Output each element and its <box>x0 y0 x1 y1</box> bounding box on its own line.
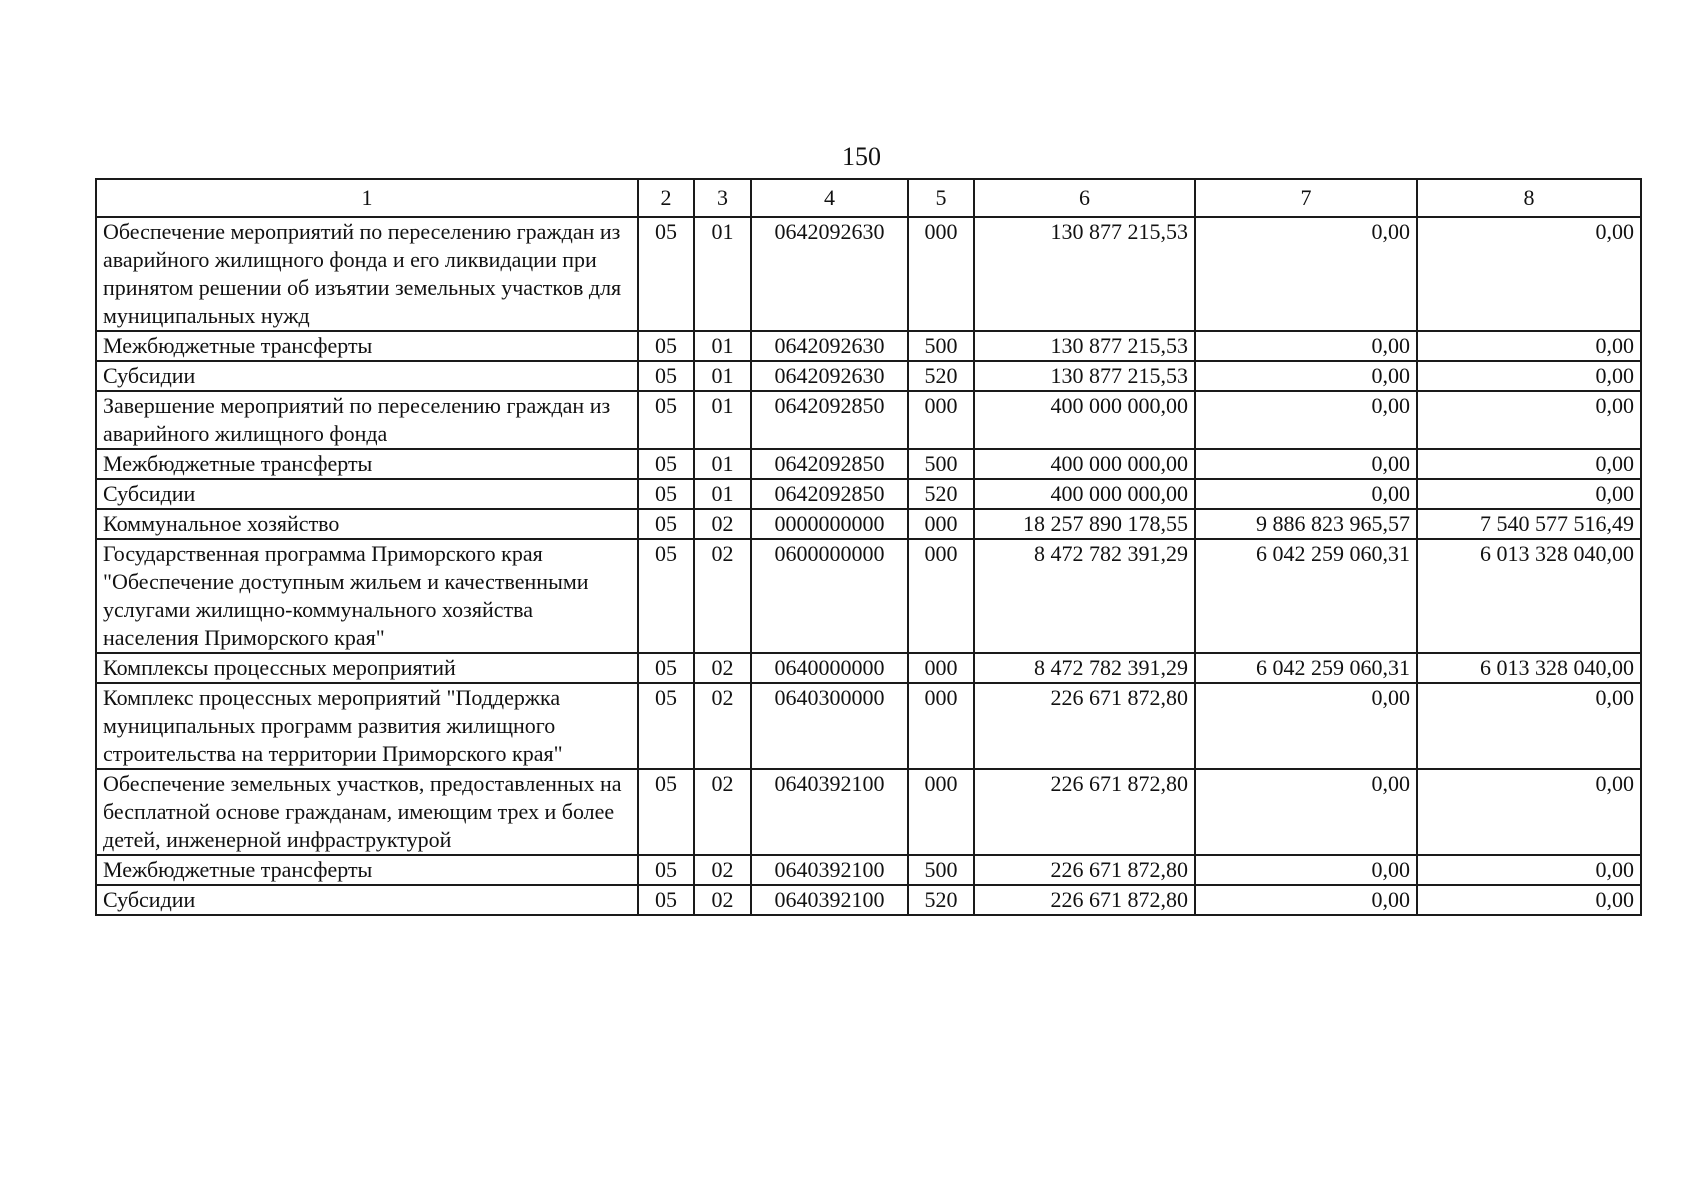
amount-col7-cell: 0,00 <box>1195 331 1417 361</box>
target-article-cell: 0640392100 <box>751 769 908 855</box>
table-row <box>96 391 1641 449</box>
amount-col8-cell: 0,00 <box>1417 855 1641 885</box>
subsection-code-cell: 02 <box>694 539 751 653</box>
amount-col7-cell: 0,00 <box>1195 391 1417 449</box>
amount-col8-cell: 0,00 <box>1417 449 1641 479</box>
target-article-cell: 0640392100 <box>751 885 908 915</box>
expense-type-cell: 500 <box>908 449 974 479</box>
expense-type-cell: 520 <box>908 361 974 391</box>
amount-col6-cell: 226 671 872,80 <box>974 769 1195 855</box>
amount-col7-cell: 6 042 259 060,31 <box>1195 539 1417 653</box>
subsection-code-cell: 02 <box>694 885 751 915</box>
amount-col7-cell: 0,00 <box>1195 479 1417 509</box>
amount-col7-cell: 0,00 <box>1195 361 1417 391</box>
page-number: 150 <box>842 142 881 171</box>
row-name-cell: Комплексы процессных мероприятий <box>96 653 638 683</box>
amount-col7-cell: 0,00 <box>1195 449 1417 479</box>
target-article-cell: 0642092850 <box>751 449 908 479</box>
row-name-cell: Межбюджетные трансферты <box>96 331 638 361</box>
table-row <box>96 539 1641 653</box>
target-article-cell: 0642092630 <box>751 331 908 361</box>
row-name-cell: Субсидии <box>96 361 638 391</box>
amount-col6-cell: 400 000 000,00 <box>974 391 1195 449</box>
amount-col6-cell: 226 671 872,80 <box>974 855 1195 885</box>
section-code-cell: 05 <box>638 885 694 915</box>
amount-col7-cell: 9 886 823 965,57 <box>1195 509 1417 539</box>
expense-type-cell: 520 <box>908 479 974 509</box>
row-name-cell: Межбюджетные трансферты <box>96 449 638 479</box>
row-name-cell: Субсидии <box>96 479 638 509</box>
subsection-code-cell: 02 <box>694 683 751 769</box>
amount-col7-cell: 6 042 259 060,31 <box>1195 653 1417 683</box>
expense-type-cell: 000 <box>908 769 974 855</box>
amount-col7-cell: 0,00 <box>1195 885 1417 915</box>
amount-col8-cell: 0,00 <box>1417 361 1641 391</box>
row-name-cell: Комплекс процессных мероприятий "Поддержка муниципальных программ развития жилищного строительства на территории Приморского края" <box>96 683 638 769</box>
amount-col7-cell: 0,00 <box>1195 769 1417 855</box>
amount-col6-cell: 8 472 782 391,29 <box>974 653 1195 683</box>
amount-col7-cell: 0,00 <box>1195 683 1417 769</box>
amount-col6-cell: 400 000 000,00 <box>974 479 1195 509</box>
table-row <box>96 683 1641 769</box>
amount-col7-cell: 0,00 <box>1195 217 1417 331</box>
section-code-cell: 05 <box>638 217 694 331</box>
expense-type-cell: 000 <box>908 509 974 539</box>
expense-type-cell: 500 <box>908 331 974 361</box>
row-name-cell: Обеспечение мероприятий по переселению граждан из аварийного жилищного фонда и его ликвидации при принятом решении об изъятии земельных участков для муниципальных нужд <box>96 217 638 331</box>
amount-col8-cell: 7 540 577 516,49 <box>1417 509 1641 539</box>
column-header: 5 <box>908 179 974 217</box>
amount-col6-cell: 18 257 890 178,55 <box>974 509 1195 539</box>
table-row <box>96 855 1641 885</box>
subsection-code-cell: 02 <box>694 509 751 539</box>
amount-col8-cell: 0,00 <box>1417 479 1641 509</box>
column-header: 3 <box>694 179 751 217</box>
section-code-cell: 05 <box>638 539 694 653</box>
target-article-cell: 0642092630 <box>751 361 908 391</box>
amount-col6-cell: 8 472 782 391,29 <box>974 539 1195 653</box>
table-row <box>96 479 1641 509</box>
expense-type-cell: 520 <box>908 885 974 915</box>
table-row <box>96 331 1641 361</box>
subsection-code-cell: 02 <box>694 769 751 855</box>
target-article-cell: 0640000000 <box>751 653 908 683</box>
subsection-code-cell: 02 <box>694 855 751 885</box>
section-code-cell: 05 <box>638 855 694 885</box>
row-name-cell: Коммунальное хозяйство <box>96 509 638 539</box>
target-article-cell: 0642092850 <box>751 479 908 509</box>
header-row <box>96 179 1641 217</box>
column-header: 7 <box>1195 179 1417 217</box>
target-article-cell: 0600000000 <box>751 539 908 653</box>
target-article-cell: 0640392100 <box>751 855 908 885</box>
table-body <box>96 217 1641 915</box>
row-name-cell: Субсидии <box>96 885 638 915</box>
amount-col8-cell: 6 013 328 040,00 <box>1417 539 1641 653</box>
amount-col8-cell: 0,00 <box>1417 331 1641 361</box>
section-code-cell: 05 <box>638 769 694 855</box>
expense-type-cell: 000 <box>908 653 974 683</box>
row-name-cell: Государственная программа Приморского края "Обеспечение доступным жильем и качественными услугами жилищно-коммунального хозяйства населения Приморского края" <box>96 539 638 653</box>
target-article-cell: 0642092850 <box>751 391 908 449</box>
section-code-cell: 05 <box>638 361 694 391</box>
amount-col8-cell: 0,00 <box>1417 217 1641 331</box>
amount-col8-cell: 6 013 328 040,00 <box>1417 653 1641 683</box>
amount-col6-cell: 226 671 872,80 <box>974 683 1195 769</box>
subsection-code-cell: 02 <box>694 653 751 683</box>
section-code-cell: 05 <box>638 449 694 479</box>
column-header: 6 <box>974 179 1195 217</box>
table-row <box>96 885 1641 915</box>
target-article-cell: 0640300000 <box>751 683 908 769</box>
amount-col7-cell: 0,00 <box>1195 855 1417 885</box>
subsection-code-cell: 01 <box>694 217 751 331</box>
expense-type-cell: 000 <box>908 683 974 769</box>
table-row <box>96 653 1641 683</box>
amount-col6-cell: 400 000 000,00 <box>974 449 1195 479</box>
section-code-cell: 05 <box>638 479 694 509</box>
section-code-cell: 05 <box>638 509 694 539</box>
table-row <box>96 509 1641 539</box>
amount-col6-cell: 130 877 215,53 <box>974 331 1195 361</box>
target-article-cell: 0000000000 <box>751 509 908 539</box>
amount-col6-cell: 130 877 215,53 <box>974 361 1195 391</box>
column-header: 8 <box>1417 179 1641 217</box>
amount-col6-cell: 130 877 215,53 <box>974 217 1195 331</box>
column-header: 1 <box>96 179 638 217</box>
amount-col8-cell: 0,00 <box>1417 769 1641 855</box>
subsection-code-cell: 01 <box>694 449 751 479</box>
table-row <box>96 449 1641 479</box>
column-header: 2 <box>638 179 694 217</box>
subsection-code-cell: 01 <box>694 331 751 361</box>
subsection-code-cell: 01 <box>694 361 751 391</box>
row-name-cell: Обеспечение земельных участков, предоставленных на бесплатной основе гражданам, имеющим трех и более детей, инженерной инфраструктурой <box>96 769 638 855</box>
amount-col8-cell: 0,00 <box>1417 885 1641 915</box>
subsection-code-cell: 01 <box>694 479 751 509</box>
row-name-cell: Завершение мероприятий по переселению граждан из аварийного жилищного фонда <box>96 391 638 449</box>
row-name-cell: Межбюджетные трансферты <box>96 855 638 885</box>
subsection-code-cell: 01 <box>694 391 751 449</box>
table-row <box>96 361 1641 391</box>
table-row <box>96 217 1641 331</box>
section-code-cell: 05 <box>638 683 694 769</box>
target-article-cell: 0642092630 <box>751 217 908 331</box>
expense-type-cell: 000 <box>908 391 974 449</box>
section-code-cell: 05 <box>638 653 694 683</box>
expense-type-cell: 500 <box>908 855 974 885</box>
budget-table <box>95 178 1642 916</box>
section-code-cell: 05 <box>638 331 694 361</box>
column-header: 4 <box>751 179 908 217</box>
table-row <box>96 769 1641 855</box>
amount-col6-cell: 226 671 872,80 <box>974 885 1195 915</box>
amount-col8-cell: 0,00 <box>1417 391 1641 449</box>
amount-col8-cell: 0,00 <box>1417 683 1641 769</box>
expense-type-cell: 000 <box>908 539 974 653</box>
section-code-cell: 05 <box>638 391 694 449</box>
expense-type-cell: 000 <box>908 217 974 331</box>
